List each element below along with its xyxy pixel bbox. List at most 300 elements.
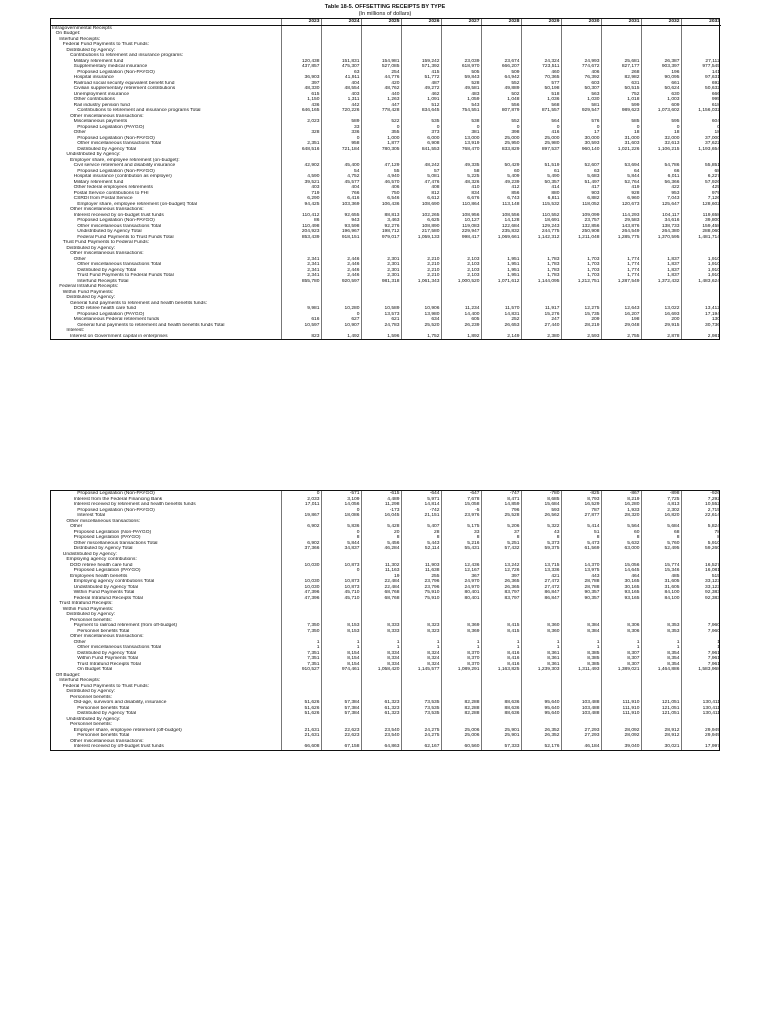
value-cell: 1	[641, 645, 681, 651]
value-cell: -173	[361, 508, 401, 514]
row-label: Personnel benefits Total	[77, 733, 130, 738]
value-cell: 0	[641, 125, 681, 131]
value-cell: 5,632	[601, 541, 641, 547]
value-cell: 5,206	[481, 524, 521, 530]
value-cell: 903	[561, 191, 601, 197]
value-cell: -644	[401, 491, 441, 497]
value-cell: 8,323	[401, 629, 441, 635]
row-label: Within Fund Payments:	[62, 606, 114, 612]
value-cell: 13,412	[681, 306, 721, 312]
row-label: Interest received by off-budget trust funds	[73, 744, 164, 749]
row-label: Employer share, employee retirement (on-budget) Total	[77, 201, 197, 207]
row-label: Federal Intrafund Receipts:	[59, 284, 119, 289]
value-cell: 8,323	[401, 623, 441, 629]
value-cell: 130	[681, 317, 721, 323]
row-label: Distributed by Agency:	[66, 245, 116, 251]
row-label: Distributed by Agency Total	[77, 146, 137, 152]
value-cell: 4,590	[281, 174, 321, 180]
value-cell: 250,908	[561, 229, 601, 235]
value-cell: 464	[601, 574, 641, 580]
value-cell: 1	[641, 640, 681, 646]
value-cell: 118,052	[561, 202, 601, 208]
value-cell: 97,631	[681, 75, 721, 81]
value-cell: 26,365	[481, 579, 521, 585]
value-cell: 1,783	[521, 273, 561, 279]
value-cell: 8,685	[521, 497, 561, 503]
value-cell: 10,280	[321, 306, 361, 312]
value-cell: 1,783	[521, 262, 561, 268]
value-cell: 10,030	[281, 563, 321, 569]
value-cell: 2,380	[521, 334, 561, 340]
year-header: 2031	[601, 19, 641, 25]
value-cell: 581	[561, 103, 601, 109]
value-cell: 111,910	[601, 700, 641, 706]
row-label: Hospital insurance	[73, 75, 114, 80]
value-cell: 44,776	[361, 75, 401, 81]
value-cell: 14,400	[441, 312, 481, 318]
value-cell: 943	[321, 218, 361, 224]
value-cell: 95,640	[521, 706, 561, 712]
value-cell: 1,145,577	[401, 667, 441, 673]
value-cell: 255	[401, 574, 441, 580]
value-cell: 2,149	[481, 334, 521, 340]
value-cell: 5,322	[521, 524, 561, 530]
value-cell: 61	[521, 169, 561, 175]
value-cell: 5,684	[641, 524, 681, 530]
row-label: Employer share, employee retirement (on-budget):	[70, 157, 180, 163]
value-cell: 2,103	[441, 257, 481, 263]
value-cell: 288,060	[681, 229, 721, 235]
row-label: Personnel benefits Total	[77, 705, 130, 711]
row-label: Proposed Legislation (Non-PAYGO)	[77, 218, 155, 223]
value-cell: -926	[681, 491, 721, 497]
value-cell: 48,326	[441, 180, 481, 186]
value-cell: 52,176	[521, 744, 561, 750]
value-cell: 59,260	[681, 546, 721, 552]
value-cell: 27,472	[521, 579, 561, 585]
value-cell: 37,000	[681, 136, 721, 142]
value-cell: 10,873	[321, 579, 361, 585]
value-cell: 29,949	[681, 733, 721, 739]
value-cell: 1,048	[481, 97, 521, 103]
value-cell: 1,163,825	[481, 667, 521, 673]
value-cell: 420	[361, 81, 401, 87]
value-cell: 61,323	[361, 711, 401, 717]
offsetting-receipts-table-part-2	[51, 491, 721, 750]
value-cell: 30,165	[601, 585, 641, 591]
value-cell: 8	[601, 535, 641, 541]
value-cell: 0	[681, 125, 721, 131]
value-cell: 0	[321, 136, 361, 142]
value-cell: 28	[401, 530, 441, 536]
value-cell: 109,099	[561, 213, 601, 219]
row-label: Within Fund Payments Total	[77, 656, 138, 661]
document-page	[50, 0, 720, 751]
row-label: Trust Intrafund Receipts:	[59, 601, 113, 606]
value-cell: 28,788	[561, 579, 601, 585]
value-cell: 5,456	[361, 541, 401, 547]
value-cell: 196,967	[321, 229, 361, 235]
value-cell: 1	[521, 645, 561, 651]
value-cell: 8,307	[601, 651, 641, 657]
value-cell: 4,940	[361, 174, 401, 180]
value-cell: 1,370,595	[641, 235, 681, 241]
value-cell: 25,000	[521, 136, 561, 142]
value-cell: 403	[321, 92, 361, 98]
value-cell: 1	[681, 645, 721, 651]
value-cell: 518	[521, 92, 561, 98]
value-cell: 5,251	[481, 541, 521, 547]
value-cell: 15,276	[521, 312, 561, 318]
value-cell: 833,829	[481, 147, 521, 153]
value-cell: 855,780	[281, 279, 321, 285]
value-cell: 43	[521, 530, 561, 536]
value-cell: 1,389,021	[601, 667, 641, 673]
value-cell: 46,184	[561, 744, 601, 750]
value-cell: 45,710	[321, 596, 361, 602]
value-cell: 33,123	[681, 579, 721, 585]
value-cell: 110,412	[281, 213, 321, 219]
value-cell: 55,851	[681, 163, 721, 169]
value-cell: 18	[681, 130, 721, 136]
value-cell: -867	[601, 491, 641, 497]
value-cell: 1,837	[641, 257, 681, 263]
value-cell: 1	[601, 645, 641, 651]
value-cell: 19	[361, 574, 401, 580]
value-cell: 1,951	[481, 257, 521, 263]
value-cell: 16,820	[641, 513, 681, 519]
value-cell: 121,051	[641, 706, 681, 712]
value-cell: 119,658	[681, 213, 721, 219]
value-cell: 5,836	[321, 524, 361, 530]
value-cell: 2,446	[321, 268, 361, 274]
value-cell: 1,021,226	[601, 147, 641, 153]
value-cell: 57,432	[481, 546, 521, 552]
value-cell: 8,306	[601, 629, 641, 635]
value-cell: 397	[481, 574, 521, 580]
value-cell: 1	[481, 640, 521, 646]
value-cell: 1,481,714	[681, 235, 721, 241]
value-cell: 23,976	[441, 513, 481, 519]
value-cell: 29,949	[681, 728, 721, 734]
value-cell: 754,551	[441, 108, 481, 114]
row-label: Trust Intrafund Receipts Total	[77, 661, 141, 667]
value-cell: 15,774	[641, 563, 681, 569]
value-cell: 8,415	[481, 623, 521, 629]
value-cell: 28,092	[601, 733, 641, 739]
value-cell: 8,384	[561, 629, 601, 635]
value-cell: 355	[361, 130, 401, 136]
value-cell: 8,385	[561, 656, 601, 662]
value-cell: 634	[401, 317, 441, 323]
value-cell: 7,961	[681, 662, 721, 668]
value-cell: 1,703	[561, 268, 601, 274]
value-cell: 2,210	[401, 262, 441, 268]
value-cell: 2,210	[401, 273, 441, 279]
value-cell: 6,416	[321, 196, 361, 202]
value-cell: 22,484	[361, 579, 401, 585]
value-cell: 462	[401, 92, 441, 98]
value-cell: 50,198	[521, 86, 561, 92]
value-cell: 8	[561, 535, 601, 541]
value-cell: 1,106,215	[641, 147, 681, 153]
value-cell: 568	[521, 103, 561, 109]
value-cell: 80,401	[441, 596, 481, 602]
value-cell: 2,023	[281, 119, 321, 125]
row-label: Proposed Legislation (PAYGO)	[73, 535, 141, 540]
value-cell: 8,154	[321, 656, 361, 662]
value-cell: 8,333	[361, 629, 401, 635]
row-label: Distributed by Agency Total	[73, 546, 133, 551]
value-cell: 63	[561, 169, 601, 175]
value-cell: 23,540	[361, 728, 401, 734]
value-cell: 45,710	[321, 590, 361, 596]
value-cell: 39,521	[281, 180, 321, 186]
row-label: Distributed by Agency:	[66, 47, 116, 53]
row-label: Proposed Legislation (Non-PAYGO)	[77, 69, 155, 75]
value-cell: 10,906	[401, 306, 441, 312]
row-label: Interest received by retirement and health benefits funds	[73, 502, 196, 507]
value-cell: 585	[601, 119, 641, 125]
value-cell: 110,864	[441, 202, 481, 208]
value-cell: 505	[441, 70, 481, 76]
value-cell: 1,583,968	[681, 667, 721, 673]
value-cell: 30,165	[601, 579, 641, 585]
value-cell: 39,800	[681, 218, 721, 224]
row-label: Other miscellaneous transactions Total	[77, 141, 162, 146]
value-cell: 8,334	[361, 651, 401, 657]
value-cell: 605	[441, 317, 481, 323]
value-cell: 49,272	[401, 86, 441, 92]
value-cell: 414	[521, 185, 561, 191]
value-cell: 920,597	[321, 279, 361, 285]
value-cell: 960,140	[561, 147, 601, 153]
value-cell: 48,330	[281, 86, 321, 92]
value-cell: 51	[561, 530, 601, 536]
value-cell: 64	[601, 169, 641, 175]
value-cell: 25,006	[441, 728, 481, 734]
value-cell: 1,030	[561, 97, 601, 103]
value-cell: 30,736	[681, 323, 721, 329]
value-cell: 102,265	[401, 213, 441, 219]
value-cell: 16,693	[641, 312, 681, 318]
value-cell: 23,039	[441, 59, 481, 65]
value-cell: 8,334	[361, 662, 401, 668]
row-label: Other	[70, 524, 83, 529]
year-header: 2028	[481, 19, 521, 25]
row-label: Undistributed by Agency:	[66, 716, 121, 722]
value-cell: 26,352	[521, 728, 561, 734]
value-cell: 721,184	[321, 147, 361, 153]
value-cell: 752	[601, 92, 641, 98]
value-cell: 75,910	[401, 596, 441, 602]
value-cell: 0	[441, 125, 481, 131]
value-cell: 10,873	[321, 585, 361, 591]
value-cell: 63	[321, 70, 361, 76]
value-cell: 88,636	[481, 706, 521, 712]
value-cell: 7,725	[641, 497, 681, 503]
value-cell: 834,645	[401, 108, 441, 114]
value-cell: 1,492	[321, 334, 361, 340]
value-cell: 16,527	[681, 563, 721, 569]
value-cell: 1,036	[521, 97, 561, 103]
value-cell: 64,863	[361, 744, 401, 750]
value-cell: 46,570	[361, 180, 401, 186]
value-cell: 125,647	[641, 202, 681, 208]
row-label: Military retirement fund	[73, 179, 124, 185]
value-cell: 1,059,133	[401, 235, 441, 241]
value-cell: 787	[561, 508, 601, 514]
value-cell: 25,980	[521, 141, 561, 147]
value-cell: 719	[281, 191, 321, 197]
value-cell: 5,760	[641, 541, 681, 547]
value-cell: 5,844	[601, 174, 641, 180]
value-cell: 0	[281, 491, 321, 497]
value-cell: 25,901	[481, 728, 521, 734]
value-cell: 52,607	[561, 163, 601, 169]
value-cell: 110,552	[521, 213, 561, 219]
row-label: Employer share, employee retirement (off-budget)	[73, 727, 182, 733]
value-cell: 159,458	[681, 224, 721, 230]
value-cell: 8,370	[441, 656, 481, 662]
value-cell: 92,655	[321, 213, 361, 219]
value-cell: 408	[401, 185, 441, 191]
value-cell: 2,715	[681, 508, 721, 514]
value-cell: 538	[441, 119, 481, 125]
value-cell: 60	[481, 169, 521, 175]
value-cell: 13,715	[521, 563, 561, 569]
value-cell: 1,212,751	[561, 279, 601, 285]
row-label: Other miscellaneous transactions:	[70, 113, 144, 119]
value-cell: 57,384	[321, 706, 361, 712]
value-cell: 25,950	[481, 141, 521, 147]
value-cell: 1	[401, 640, 441, 646]
value-cell: 15,684	[521, 502, 561, 508]
value-cell: 8,353	[641, 629, 681, 635]
value-cell: 34,837	[321, 546, 361, 552]
value-cell: 76,392	[561, 75, 601, 81]
value-cell: 437,857	[281, 64, 321, 70]
value-cell: 83,797	[481, 596, 521, 602]
row-label: Federal Fund Payments to Trust Funds:	[62, 683, 149, 689]
value-cell: 103,488	[561, 711, 601, 717]
value-cell: 1,910	[681, 262, 721, 268]
value-cell: 8,370	[441, 662, 481, 668]
value-cell: 5,490	[521, 174, 561, 180]
value-cell: 2,446	[321, 262, 361, 268]
value-cell: 1,596	[361, 334, 401, 340]
value-cell: 1,058,420	[361, 667, 401, 673]
row-label: Other miscellaneous transactions Total	[77, 223, 162, 229]
row-label: Employing agency contributions Total	[73, 579, 155, 584]
value-cell: 0	[321, 508, 361, 514]
row-label: Civilian supplementary retirement contributions	[73, 86, 176, 91]
value-cell: 398	[481, 130, 521, 136]
value-cell: 2,301	[361, 262, 401, 268]
value-cell: 14,128	[481, 218, 521, 224]
value-cell: 66,608	[281, 744, 321, 750]
row-label: Miscellaneous Federal retirement funds	[73, 317, 160, 322]
value-cell: 61,569	[561, 546, 601, 552]
value-cell: 21,151	[401, 513, 441, 519]
value-cell: 68	[681, 169, 721, 175]
value-cell: 32,000	[641, 136, 681, 142]
row-label: Other miscellaneous transactions Total	[77, 262, 162, 267]
value-cell: 151,831	[321, 59, 361, 65]
value-cell: 8,471	[481, 497, 521, 503]
value-cell: 485	[641, 574, 681, 580]
value-cell: 57,926	[681, 180, 721, 186]
row-label: Proposed Legislation (Non-PAYGO)	[77, 491, 155, 496]
value-cell: 28,788	[561, 585, 601, 591]
value-cell: 52,114	[401, 546, 441, 552]
value-cell: 68,768	[361, 590, 401, 596]
value-cell: 1,951	[481, 268, 521, 274]
value-cell: 3,463	[361, 218, 401, 224]
row-label: Undistributed by Agency Total	[77, 229, 142, 234]
row-label: Trust Fund Payments to Federal Funds:	[62, 240, 150, 245]
value-cell: 979	[681, 191, 721, 197]
row-label: General fund payments to retirement and health benefits funds:	[70, 300, 208, 306]
value-cell: 86,847	[521, 590, 561, 596]
value-cell: 871,557	[521, 108, 561, 114]
row-label: Federal Fund Payments to Trust Funds Total	[77, 234, 174, 240]
value-cell: 897,537	[521, 147, 561, 153]
value-cell: 981,318	[361, 279, 401, 285]
value-cell: 1,877	[361, 141, 401, 147]
value-cell: 5,081	[401, 174, 441, 180]
value-cell: 82,288	[441, 706, 481, 712]
value-cell: 7,960	[681, 629, 721, 635]
value-cell: 1,000,520	[441, 279, 481, 285]
year-header: 2029	[521, 19, 561, 25]
row-label: On Budget:	[55, 31, 81, 36]
value-cell: 2,341	[281, 257, 321, 263]
value-cell: 1,311,493	[561, 667, 601, 673]
value-cell: 198	[601, 317, 641, 323]
value-cell: 30,000	[561, 136, 601, 142]
value-cell: 13,000	[441, 136, 481, 142]
row-label: Proposed Legislation (Non-PAYGO)	[73, 529, 152, 535]
value-cell: 2,446	[321, 273, 361, 279]
value-cell: 121,051	[641, 700, 681, 706]
value-cell: 23,540	[361, 733, 401, 739]
value-cell: 1,703	[561, 257, 601, 263]
value-cell: 336	[321, 130, 361, 136]
value-cell: 13,336	[521, 568, 561, 574]
offsetting-receipts-table-part-1	[51, 19, 721, 339]
value-cell: 8	[321, 535, 361, 541]
value-cell: 13,242	[481, 563, 521, 569]
row-label: Interfund Receipts Total	[77, 278, 129, 284]
year-header: 2024	[321, 19, 361, 25]
value-cell: 8,361	[521, 662, 561, 668]
value-cell: 6,882	[561, 196, 601, 202]
value-cell: 104,117	[641, 213, 681, 219]
value-cell: 130,411	[681, 706, 721, 712]
value-cell: 778,428	[361, 108, 401, 114]
value-cell: 16,207	[601, 312, 641, 318]
row-label: Within Fund Payments:	[62, 289, 114, 295]
value-cell: 7,043	[641, 196, 681, 202]
value-cell: 1,285,775	[601, 235, 641, 241]
value-cell: 615	[281, 92, 321, 98]
row-label: Federal Intrafund Receipts Total	[73, 595, 143, 601]
value-cell: 25,006	[441, 733, 481, 739]
row-label: Civil service retirement and disability insurance	[73, 163, 176, 168]
value-cell: 23,757	[561, 218, 601, 224]
value-cell: 0	[321, 568, 361, 574]
